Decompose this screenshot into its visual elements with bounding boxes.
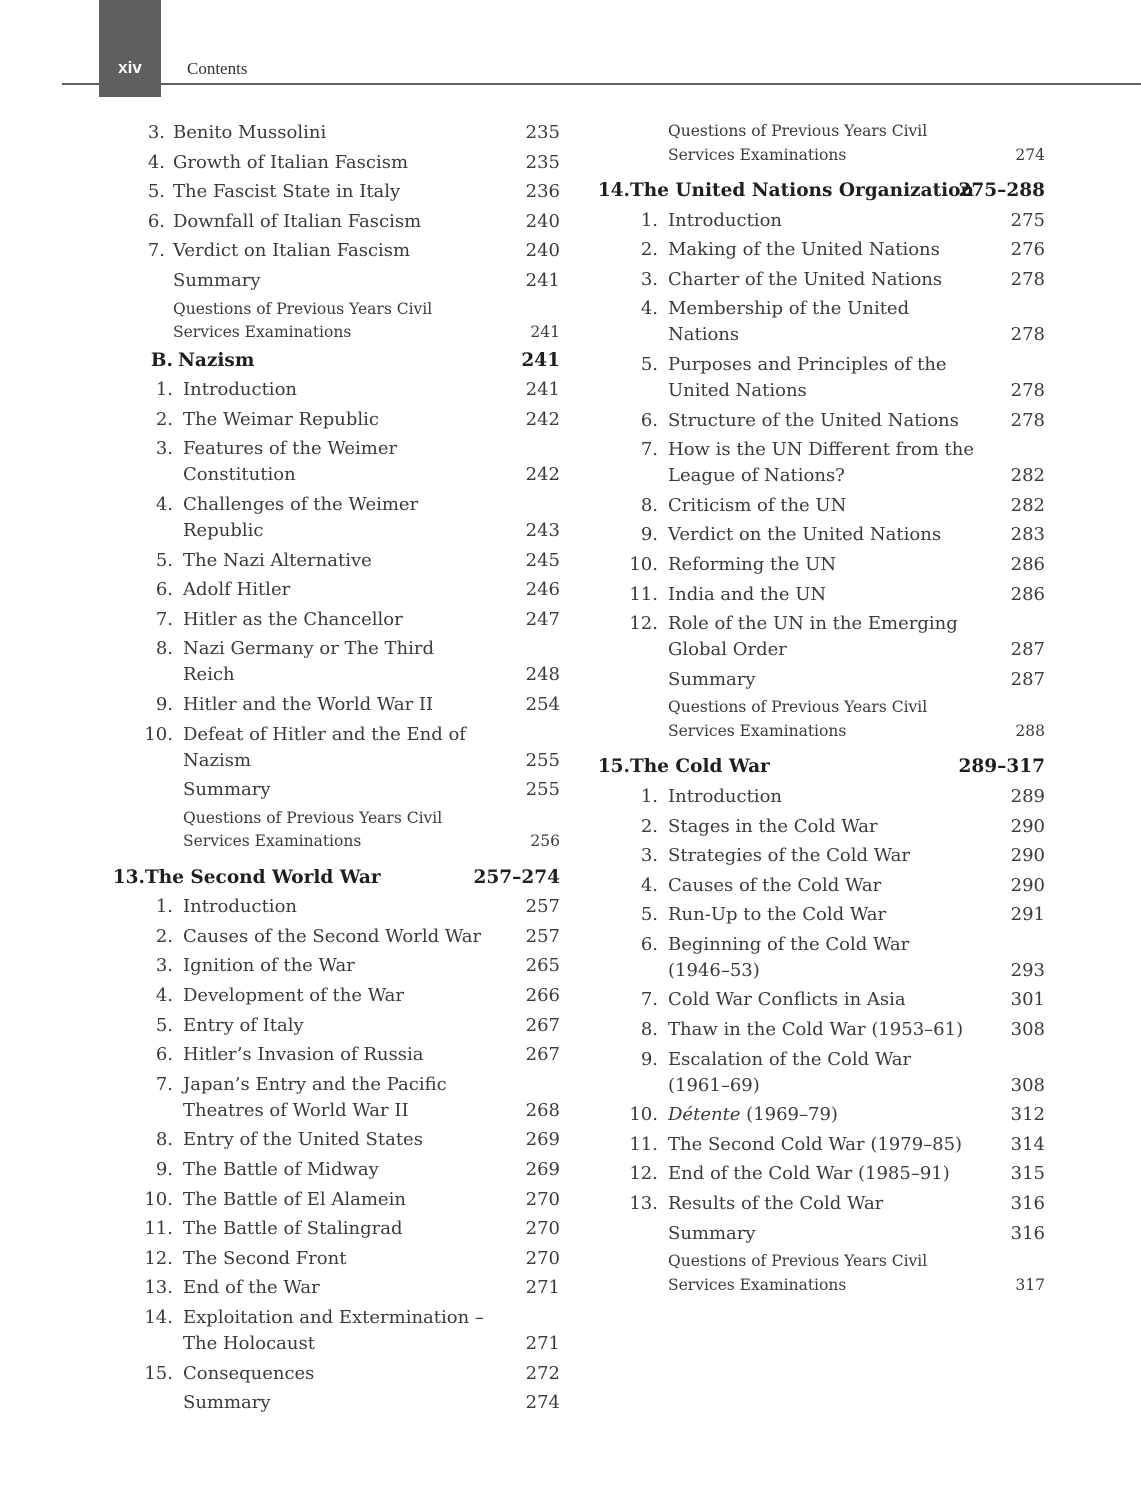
entry-page: 290	[1010, 845, 1045, 867]
toc-entry	[105, 577, 560, 607]
entry-page: 287	[1010, 668, 1045, 690]
toc-right-column	[590, 120, 1045, 1300]
entry-number: 11.	[144, 1218, 173, 1240]
entry-page: 265	[525, 955, 560, 977]
entry-page: 290	[1010, 815, 1045, 837]
entry-number: 9.	[640, 1048, 658, 1070]
entry-title: The Battle of Stalingrad	[183, 1218, 403, 1240]
entry-page: 308	[1010, 1074, 1045, 1096]
toc-entry	[590, 352, 1045, 408]
toc-entry	[590, 987, 1045, 1017]
entry-page: 242	[525, 408, 560, 430]
toc-entry	[590, 1017, 1045, 1047]
entry-title: Détente (1969–79)	[668, 1104, 838, 1126]
entry-page: 274	[525, 1392, 560, 1414]
entry-page: 289–317	[958, 756, 1045, 778]
toc-entry	[590, 873, 1045, 903]
entry-number: 6.	[640, 933, 658, 955]
entry-page: 257–274	[473, 866, 560, 888]
entry-title: The Battle of Midway	[183, 1159, 379, 1181]
toc-entry	[590, 932, 1045, 988]
entry-title: End of the Cold War (1985–91)	[668, 1163, 950, 1185]
entry-title: Hitler as the Chancellor	[183, 608, 403, 630]
entry-page: 274	[1015, 145, 1045, 164]
entry-page: 314	[1010, 1133, 1045, 1155]
entry-title: Questions of Previous Years Civil Services Examinations	[183, 808, 443, 851]
entry-title: Benito Mussolini	[173, 122, 327, 143]
entry-number: 8.	[640, 494, 658, 516]
summary-entry	[105, 1390, 560, 1420]
entry-page: 288	[1015, 721, 1045, 740]
entry-number: 10.	[144, 723, 173, 745]
entry-number: 3.	[147, 122, 165, 143]
entry-page: 315	[1010, 1163, 1045, 1185]
toc-entry	[105, 1157, 560, 1187]
entry-page: 235	[525, 122, 560, 143]
entry-title: Thaw in the Cold War (1953–61)	[668, 1019, 964, 1041]
entry-title: Introduction	[668, 209, 782, 231]
entry-page: 287	[1010, 639, 1045, 661]
entry-title: Introduction	[183, 379, 297, 401]
entry-number: 8.	[640, 1019, 658, 1041]
entry-title: Questions of Previous Years Civil Services Examinations	[668, 698, 928, 740]
running-header-title: Contents	[187, 59, 248, 78]
entry-page: 245	[525, 549, 560, 571]
toc-entry	[105, 1127, 560, 1157]
entry-title: Purposes and Principles of the United Nations	[668, 353, 947, 401]
entry-number: 5.	[147, 181, 165, 203]
toc-entry	[105, 924, 560, 954]
chapter-entry	[590, 754, 1045, 784]
chapter-entry	[105, 865, 560, 895]
entry-page: 272	[525, 1362, 560, 1384]
entry-number: 9.	[155, 1159, 173, 1181]
entry-title: Summary	[668, 668, 756, 690]
entry-title: Verdict on the United Nations	[668, 524, 942, 546]
entry-title: Strategies of the Cold War	[668, 845, 910, 867]
entry-title: The Battle of El Alamein	[183, 1188, 406, 1210]
entry-title: Results of the Cold War	[668, 1193, 884, 1215]
entry-number: 5.	[155, 1014, 173, 1036]
entry-page: 316	[1010, 1193, 1045, 1215]
entry-page: 278	[1010, 324, 1045, 346]
entry-number: 5.	[640, 353, 658, 375]
toc-entry	[590, 582, 1045, 612]
entry-page: 241	[525, 379, 560, 401]
entry-number: 7.	[640, 989, 658, 1011]
toc-entry	[590, 902, 1045, 932]
entry-number: 3.	[640, 268, 658, 290]
toc-entry	[105, 377, 560, 407]
entry-title: Entry of the United States	[183, 1129, 423, 1151]
entry-page: 241	[525, 269, 560, 291]
entry-number: 2.	[640, 239, 658, 261]
entry-page: 271	[525, 1277, 560, 1299]
entry-page: 268	[525, 1099, 560, 1121]
toc-entry	[590, 1132, 1045, 1162]
entry-title: Adolf Hitler	[183, 579, 291, 601]
toc-entry	[105, 436, 560, 492]
entry-page: 267	[525, 1044, 560, 1066]
entry-title: Questions of Previous Years Civil Services Examinations	[668, 1252, 928, 1294]
entry-number: 11.	[629, 1133, 658, 1155]
entry-number: 12.	[629, 613, 658, 635]
entry-number: 4.	[147, 151, 165, 173]
entry-page: 240	[525, 210, 560, 232]
entry-title: Hitler’s Invasion of Russia	[183, 1044, 424, 1066]
entry-page: 267	[525, 1014, 560, 1036]
toc-entry	[590, 522, 1045, 552]
toc-entry	[105, 1013, 560, 1043]
toc-entry	[105, 1361, 560, 1391]
questions-entry	[105, 807, 560, 857]
toc-entry	[105, 492, 560, 548]
entry-title: Entry of Italy	[183, 1014, 304, 1036]
summary-entry	[590, 1221, 1045, 1251]
summary-entry	[105, 777, 560, 807]
toc-entry	[590, 437, 1045, 493]
entry-title: End of the War	[183, 1277, 320, 1299]
part-entry	[105, 348, 560, 378]
entry-page: 276	[1010, 239, 1045, 261]
entry-page: 316	[1010, 1222, 1045, 1244]
entry-number: 7.	[640, 439, 658, 461]
entry-page: 243	[525, 519, 560, 541]
entry-number: 13.	[112, 866, 145, 888]
entry-number: 5.	[155, 549, 173, 571]
entry-number: 4.	[640, 874, 658, 896]
entry-number: B.	[150, 349, 173, 371]
toc-entry	[105, 983, 560, 1013]
entry-title: The Second Cold War (1979–85)	[668, 1133, 963, 1155]
entry-number: 6.	[640, 409, 658, 431]
entry-number: 14.	[144, 1307, 173, 1328]
entry-page: 240	[525, 240, 560, 262]
entry-title: Reforming the UN	[668, 553, 837, 575]
toc-entry	[105, 150, 560, 180]
entry-page: 235	[525, 151, 560, 173]
entry-title: Challenges of the Weimer Republic	[183, 493, 419, 541]
entry-title: Making of the United Nations	[668, 239, 940, 261]
entry-title: Growth of Italian Fascism	[173, 151, 409, 173]
entry-number: 5.	[640, 904, 658, 926]
entry-number: 10.	[144, 1188, 173, 1210]
questions-entry	[590, 120, 1045, 170]
entry-page: 269	[525, 1159, 560, 1181]
entry-page: 248	[525, 664, 560, 686]
entry-number: 6.	[155, 1044, 173, 1066]
entry-title: Causes of the Cold War	[668, 874, 882, 896]
entry-title: Hitler and the World War II	[183, 693, 434, 715]
entry-number: 4.	[155, 985, 173, 1007]
entry-number: 8.	[155, 1129, 173, 1151]
entry-title: Features of the Weimer Constitution	[183, 438, 398, 486]
entry-number: 6.	[155, 579, 173, 601]
entry-page: 293	[1010, 959, 1045, 981]
entry-title: Development of the War	[183, 985, 404, 1007]
entry-page: 257	[525, 925, 560, 947]
entry-page: 290	[1010, 874, 1045, 896]
entry-title: Summary	[173, 269, 261, 291]
toc-entry	[590, 1161, 1045, 1191]
toc-entry	[105, 1042, 560, 1072]
entry-page: 255	[525, 779, 560, 801]
entry-title: The Fascist State in Italy	[173, 181, 401, 203]
entry-title: India and the UN	[668, 583, 827, 605]
entry-title: Questions of Previous Years Civil Services Examinations	[173, 299, 433, 342]
entry-title: Japan’s Entry and the Pacific Theatres of World War II	[183, 1073, 447, 1121]
entry-page: 291	[1010, 904, 1045, 926]
toc-entry	[105, 692, 560, 722]
entry-page: 257	[525, 896, 560, 918]
entry-page: 275–288	[958, 180, 1045, 201]
entry-page: 266	[525, 985, 560, 1007]
toc-entry	[105, 636, 560, 692]
toc-entry	[590, 552, 1045, 582]
entry-page: 254	[525, 693, 560, 715]
entry-page: 283	[1010, 524, 1045, 546]
entry-title: Cold War Conflicts in Asia	[668, 989, 906, 1011]
entry-title: Membership of the United Nations	[668, 298, 910, 346]
entry-page: 236	[525, 181, 560, 203]
entry-page: 278	[1010, 409, 1045, 431]
toc-entry	[590, 1047, 1045, 1103]
entry-number: 12.	[629, 1163, 658, 1185]
entry-number: 2.	[155, 408, 173, 430]
entry-page: 312	[1010, 1104, 1045, 1126]
questions-entry	[105, 298, 560, 348]
entry-page: 275	[1010, 209, 1045, 231]
questions-entry	[590, 1250, 1045, 1300]
entry-title: Escalation of the Cold War (1961–69)	[668, 1048, 912, 1096]
toc-entry	[590, 611, 1045, 667]
entry-title: Structure of the United Nations	[668, 409, 959, 431]
entry-title: Run-Up to the Cold War	[668, 904, 887, 926]
toc-entry	[590, 408, 1045, 438]
toc-entry	[590, 267, 1045, 297]
toc-entry	[105, 607, 560, 637]
entry-page: 256	[530, 832, 560, 851]
entry-page: 247	[525, 608, 560, 630]
header-rule	[62, 83, 1141, 85]
entry-title: Charter of the United Nations	[668, 268, 943, 290]
toc-entry	[105, 953, 560, 983]
entry-number: 3.	[155, 955, 173, 977]
entry-number: 1.	[640, 209, 658, 231]
toc-entry	[590, 208, 1045, 238]
entry-page: 255	[525, 749, 560, 771]
toc-entry	[590, 814, 1045, 844]
entry-number: 12.	[144, 1247, 173, 1269]
entry-page: 269	[525, 1129, 560, 1151]
entry-number: 15.	[597, 756, 630, 778]
entry-page: 270	[525, 1218, 560, 1240]
entry-number: 7.	[155, 608, 173, 630]
entry-title: Criticism of the UN	[668, 494, 847, 516]
entry-page: 241	[530, 323, 560, 342]
toc-entry	[105, 238, 560, 268]
entry-title: Summary	[668, 1222, 756, 1244]
toc-entry	[105, 1187, 560, 1217]
toc-entry	[105, 1072, 560, 1128]
entry-title: The Second World War	[145, 866, 381, 888]
entry-title: The Nazi Alternative	[183, 549, 372, 571]
entry-page: 270	[525, 1188, 560, 1210]
toc-entry	[590, 493, 1045, 523]
entry-number: 9.	[640, 524, 658, 546]
entry-number: 1.	[640, 785, 658, 807]
entry-title: How is the UN Different from the League of Nations?	[668, 439, 975, 487]
entry-title: Ignition of the War	[183, 955, 355, 977]
questions-entry	[590, 696, 1045, 746]
entry-number: 4.	[155, 493, 173, 515]
entry-title: Downfall of Italian Fascism	[173, 210, 422, 232]
entry-number: 7.	[147, 240, 165, 262]
entry-number: 6.	[147, 210, 165, 232]
toc-entry	[105, 1246, 560, 1276]
toc-entry	[590, 237, 1045, 267]
entry-title: Questions of Previous Years Civil Services Examinations	[668, 122, 928, 164]
entry-number: 1.	[155, 379, 173, 401]
toc-entry	[590, 843, 1045, 873]
entry-page: 282	[1010, 494, 1045, 516]
entry-number: 2.	[640, 815, 658, 837]
toc-entry	[105, 1216, 560, 1246]
entry-number: 14.	[597, 180, 630, 201]
entry-page: 301	[1010, 989, 1045, 1011]
entry-title: Role of the UN in the Emerging Global Order	[668, 613, 958, 661]
entry-title: The Second Front	[183, 1247, 347, 1269]
toc-entry	[105, 1275, 560, 1305]
entry-page: 241	[521, 349, 560, 371]
chapter-entry	[590, 178, 1045, 208]
entry-page: 286	[1010, 583, 1045, 605]
entry-number: 10.	[629, 553, 658, 575]
toc-entry	[105, 120, 560, 150]
entry-number: 1.	[155, 896, 173, 918]
toc-entry	[590, 1191, 1045, 1221]
entry-title: Consequences	[183, 1362, 315, 1384]
toc-entry	[590, 784, 1045, 814]
toc-entry	[105, 407, 560, 437]
entry-title: Summary	[183, 1392, 271, 1414]
entry-number: 3.	[640, 845, 658, 867]
toc-entry	[590, 296, 1045, 352]
entry-number: 10.	[629, 1104, 658, 1126]
entry-number: 2.	[155, 925, 173, 947]
entry-page: 246	[525, 579, 560, 601]
page-number: xiv	[118, 58, 142, 77]
entry-title: Verdict on Italian Fascism	[173, 240, 411, 262]
entry-number: 4.	[640, 298, 658, 320]
entry-number: 7.	[155, 1073, 173, 1095]
toc-entry	[105, 894, 560, 924]
toc-entry	[105, 179, 560, 209]
entry-title: Exploitation and Extermination – The Holocaust	[183, 1307, 484, 1354]
entry-page: 271	[525, 1333, 560, 1354]
entry-page: 282	[1010, 465, 1045, 487]
summary-entry	[105, 268, 560, 298]
toc-left-column	[105, 120, 560, 1420]
entry-title: Introduction	[183, 896, 297, 918]
entry-title: The Cold War	[630, 756, 770, 778]
entry-title: Causes of the Second World War	[183, 925, 482, 947]
entry-page: 242	[525, 464, 560, 486]
entry-title: Beginning of the Cold War (1946–53)	[668, 933, 910, 981]
entry-title: Introduction	[668, 785, 782, 807]
entry-number: 13.	[144, 1277, 173, 1299]
entry-number: 13.	[629, 1193, 658, 1215]
entry-title: Defeat of Hitler and the End of Nazism	[183, 723, 466, 771]
toc-entry	[105, 722, 560, 778]
entry-page: 270	[525, 1247, 560, 1269]
entry-title: Nazism	[178, 349, 255, 371]
summary-entry	[590, 667, 1045, 697]
entry-number: 15.	[144, 1362, 173, 1384]
toc-entry	[105, 209, 560, 239]
entry-page: 317	[1015, 1275, 1045, 1294]
toc-entry	[105, 1305, 560, 1361]
entry-title: Summary	[183, 779, 271, 801]
entry-number: 9.	[155, 693, 173, 715]
entry-title: The Weimar Republic	[183, 408, 379, 430]
entry-number: 8.	[155, 638, 173, 660]
entry-page: 289	[1010, 785, 1045, 807]
entry-number: 11.	[629, 583, 658, 605]
entry-page: 278	[1010, 379, 1045, 401]
entry-title: Stages in the Cold War	[668, 815, 878, 837]
entry-page: 278	[1010, 268, 1045, 290]
entry-page: 286	[1010, 553, 1045, 575]
entry-number: 3.	[155, 438, 173, 460]
toc-entry	[105, 548, 560, 578]
entry-page: 308	[1010, 1019, 1045, 1041]
entry-title: The United Nations Organization	[630, 180, 974, 201]
toc-entry	[590, 1102, 1045, 1132]
entry-title: Nazi Germany or The Third Reich	[183, 638, 434, 686]
